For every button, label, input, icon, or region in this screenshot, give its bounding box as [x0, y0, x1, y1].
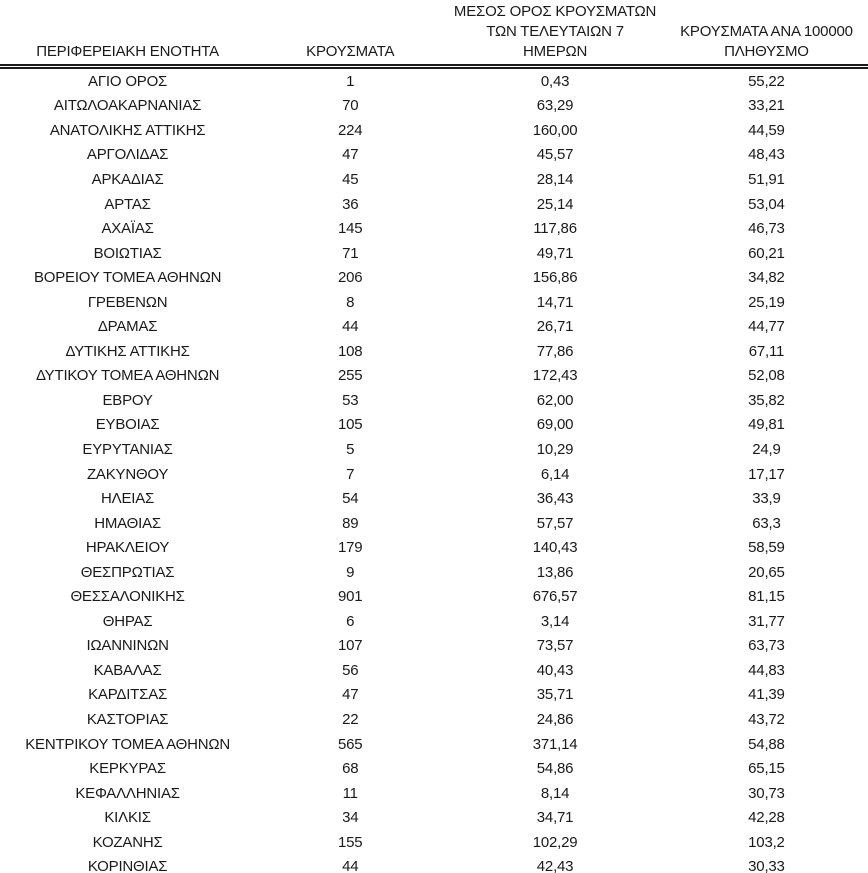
cell-cases: 44	[342, 318, 359, 336]
cell-cases: 108	[338, 342, 363, 360]
cell-region: ΑΧΑΪΑΣ	[101, 220, 154, 238]
cell-avg7: 63,29	[536, 97, 574, 115]
table-row	[0, 143, 868, 168]
cell-avg7: 371,14	[532, 735, 578, 753]
table-row	[0, 855, 868, 873]
cell-per100k: 44,59	[748, 121, 785, 139]
cell-per100k: 55,22	[748, 72, 785, 90]
cell-cases: 53	[342, 391, 359, 409]
cell-cases: 47	[342, 146, 359, 164]
cell-cases: 224	[338, 121, 363, 139]
cell-per100k: 35,82	[748, 391, 785, 409]
table-row	[0, 437, 868, 462]
cell-avg7: 172,43	[532, 367, 578, 385]
table-row	[0, 584, 868, 609]
cell-avg7: 54,86	[536, 760, 574, 778]
cell-cases: 145	[338, 220, 363, 238]
cell-region: ΕΒΡΟΥ	[102, 391, 153, 409]
cell-cases: 22	[342, 710, 359, 728]
column-header-text: ΚΡΟΥΣΜΑΤΑ	[306, 43, 395, 60]
table-row	[0, 781, 868, 806]
table-row	[0, 732, 868, 757]
cell-avg7: 35,71	[536, 686, 574, 704]
cell-cases: 7	[346, 465, 355, 483]
cell-region: ΑΡΓΟΛΙΔΑΣ	[86, 146, 169, 164]
column-header-region	[0, 2, 255, 67]
table-row	[0, 634, 868, 659]
cell-region: ΒΟΙΩΤΙΑΣ	[93, 244, 162, 262]
cell-cases: 44	[342, 858, 359, 873]
cell-region: ΚΟΖΑΝΗΣ	[92, 833, 163, 851]
cell-region: ΔΥΤΙΚΟΥ ΤΟΜΕΑ ΑΘΗΝΩΝ	[35, 367, 220, 385]
cell-per100k: 17,17	[748, 465, 785, 483]
table-row	[0, 364, 868, 389]
cell-cases: 206	[338, 269, 363, 287]
cell-avg7: 117,86	[533, 220, 577, 238]
column-header-text: ΠΛΗΘΥΣΜΟ	[724, 43, 809, 60]
column-header-per100k	[665, 2, 868, 67]
cell-cases: 54	[342, 490, 359, 508]
cell-per100k: 65,15	[748, 760, 785, 778]
cell-region: ΗΜΑΘΙΑΣ	[94, 514, 161, 532]
cell-per100k: 24,9	[752, 440, 781, 458]
cell-per100k: 30,73	[748, 784, 785, 802]
cell-region: ΚΑΡΔΙΤΣΑΣ	[88, 686, 168, 704]
table-row	[0, 560, 868, 585]
table-row	[0, 94, 868, 119]
cell-region: ΘΗΡΑΣ	[102, 612, 153, 630]
column-header-cases	[255, 2, 445, 67]
cell-cases: 36	[342, 195, 359, 213]
cell-avg7: 156,86	[532, 269, 578, 287]
table-row	[0, 67, 868, 94]
table-row	[0, 535, 868, 560]
cell-avg7: 14,71	[536, 293, 574, 311]
table-row	[0, 339, 868, 364]
cell-per100k: 60,21	[748, 244, 785, 262]
column-header-text: ΠΕΡΙΦΕΡΕΙΑΚΗ ΕΝΟΤΗΤΑ	[36, 43, 219, 60]
cell-avg7: 36,43	[536, 490, 574, 508]
cell-cases: 107	[338, 637, 363, 655]
cell-avg7: 8,14	[540, 784, 570, 802]
cell-avg7: 42,43	[536, 858, 574, 873]
cell-region: ΔΥΤΙΚΗΣ ΑΤΤΙΚΗΣ	[65, 342, 190, 360]
cell-per100k: 33,9	[752, 490, 781, 508]
cell-cases: 71	[342, 244, 359, 262]
table-row	[0, 707, 868, 732]
cell-region: ΚΟΡΙΝΘΙΑΣ	[87, 858, 168, 873]
cell-cases: 70	[342, 97, 359, 115]
table-row	[0, 388, 868, 413]
cell-per100k: 63,3	[752, 514, 781, 532]
cell-cases: 5	[346, 440, 355, 458]
cell-cases: 34	[342, 809, 359, 827]
table-row	[0, 462, 868, 487]
cell-cases: 6	[346, 612, 355, 630]
cell-avg7: 62,00	[536, 391, 574, 409]
cell-region: ΗΡΑΚΛΕΙΟΥ	[85, 539, 170, 557]
cell-avg7: 73,57	[536, 637, 574, 655]
cell-cases: 565	[338, 735, 363, 753]
cell-cases: 9	[346, 563, 355, 581]
cell-region: ΚΕΦΑΛΛΗΝΙΑΣ	[75, 784, 180, 802]
column-header-text: ΜΕΣΟΣ ΟΡΟΣ ΚΡΟΥΣΜΑΤΩΝ	[453, 3, 657, 20]
cell-avg7: 24,86	[536, 710, 574, 728]
table-row	[0, 167, 868, 192]
table-row	[0, 241, 868, 266]
table-row	[0, 511, 868, 536]
cell-region: ΒΟΡΕΙΟΥ ΤΟΜΕΑ ΑΘΗΝΩΝ	[33, 269, 222, 287]
covid-cases-table	[0, 2, 868, 873]
cell-per100k: 67,11	[748, 342, 785, 360]
cell-avg7: 6,14	[540, 465, 570, 483]
cell-region: ΙΩΑΝΝΙΝΩΝ	[86, 637, 169, 655]
cell-per100k: 33,21	[748, 97, 785, 115]
cell-per100k: 20,65	[748, 563, 785, 581]
cell-per100k: 49,81	[748, 416, 785, 434]
cell-avg7: 676,57	[532, 588, 578, 606]
cell-region: ΘΕΣΠΡΩΤΙΑΣ	[80, 563, 175, 581]
cell-per100k: 103,2	[748, 833, 785, 851]
cell-avg7: 25,14	[536, 195, 574, 213]
cell-cases: 105	[338, 416, 363, 434]
cell-avg7: 160,00	[532, 121, 578, 139]
cell-per100k: 44,77	[748, 318, 785, 336]
cell-region: ΚΑΒΑΛΑΣ	[93, 661, 162, 679]
cell-avg7: 26,71	[536, 318, 574, 336]
cell-per100k: 51,91	[748, 170, 785, 188]
cell-avg7: 45,57	[536, 146, 574, 164]
cell-cases: 89	[342, 514, 359, 532]
table-body	[0, 67, 868, 873]
cell-avg7: 49,71	[536, 244, 574, 262]
cell-avg7: 140,43	[532, 539, 578, 557]
column-header-text: ΤΩΝ ΤΕΛΕΥΤΑΙΩΝ 7	[486, 23, 624, 40]
cell-per100k: 52,08	[748, 367, 785, 385]
cell-region: ΔΡΑΜΑΣ	[97, 318, 158, 336]
cell-region: ΑΝΑΤΟΛΙΚΗΣ ΑΤΤΙΚΗΣ	[49, 121, 206, 139]
table-row	[0, 216, 868, 241]
cell-per100k: 58,59	[748, 539, 785, 557]
cell-avg7: 28,14	[536, 170, 574, 188]
cell-cases: 68	[342, 760, 359, 778]
cell-region: ΖΑΚΥΝΘΟΥ	[86, 465, 169, 483]
column-header-text: ΗΜΕΡΩΝ	[522, 43, 588, 60]
cell-cases: 47	[342, 686, 359, 704]
cell-per100k: 34,82	[748, 269, 785, 287]
cell-cases: 45	[342, 170, 359, 188]
cell-region: ΕΥΡΥΤΑΝΙΑΣ	[82, 440, 173, 458]
cell-avg7: 34,71	[536, 809, 574, 827]
cell-per100k: 81,15	[748, 588, 785, 606]
cell-region: ΘΕΣΣΑΛΟΝΙΚΗΣ	[70, 588, 185, 606]
cell-cases: 155	[338, 833, 363, 851]
cell-per100k: 63,73	[748, 637, 785, 655]
cell-avg7: 102,29	[532, 833, 578, 851]
cell-cases: 901	[338, 588, 363, 606]
column-header-text: ΚΡΟΥΣΜΑΤΑ ΑΝΑ 100000	[680, 23, 853, 40]
table-row	[0, 805, 868, 830]
cell-avg7: 3,14	[540, 612, 570, 630]
table-row	[0, 314, 868, 339]
cell-avg7: 57,57	[536, 514, 574, 532]
table-row	[0, 290, 868, 315]
cell-region: ΓΡΕΒΕΝΩΝ	[87, 293, 168, 311]
cell-per100k: 53,04	[748, 195, 785, 213]
cell-per100k: 54,88	[748, 735, 785, 753]
cell-per100k: 30,33	[748, 858, 785, 873]
cell-per100k: 46,73	[748, 220, 785, 238]
table-row	[0, 192, 868, 217]
cell-cases: 8	[346, 293, 355, 311]
table-row	[0, 609, 868, 634]
cell-per100k: 48,43	[748, 146, 785, 164]
cell-region: ΚΙΛΚΙΣ	[104, 809, 151, 827]
cell-cases: 56	[342, 661, 359, 679]
cell-cases: 255	[338, 367, 363, 385]
table-row	[0, 830, 868, 855]
cell-avg7: 77,86	[536, 342, 574, 360]
cell-region: ΑΡΤΑΣ	[104, 195, 151, 213]
cell-region: ΗΛΕΙΑΣ	[101, 490, 155, 508]
cell-cases: 1	[346, 72, 355, 90]
cell-per100k: 44,83	[748, 661, 785, 679]
cell-region: ΚΑΣΤΟΡΙΑΣ	[86, 710, 169, 728]
table-row	[0, 756, 868, 781]
cell-per100k: 25,19	[748, 293, 785, 311]
cell-per100k: 43,72	[748, 710, 785, 728]
cell-region: ΑΡΚΑΔΙΑΣ	[91, 170, 164, 188]
cell-avg7: 13,86	[536, 563, 574, 581]
cell-region: ΕΥΒΟΙΑΣ	[95, 416, 160, 434]
table-row	[0, 265, 868, 290]
table-row	[0, 683, 868, 708]
cell-cases: 179	[338, 539, 363, 557]
cell-region: ΚΕΝΤΡΙΚΟΥ ΤΟΜΕΑ ΑΘΗΝΩΝ	[25, 735, 230, 753]
table-row	[0, 118, 868, 143]
cell-avg7: 69,00	[536, 416, 574, 434]
table-row	[0, 658, 868, 683]
cell-region: ΚΕΡΚΥΡΑΣ	[89, 760, 166, 778]
table-row	[0, 413, 868, 438]
cell-per100k: 31,77	[748, 612, 785, 630]
cell-avg7: 40,43	[536, 661, 574, 679]
cell-cases: 11	[342, 784, 358, 802]
cell-per100k: 41,39	[748, 686, 785, 704]
cell-per100k: 42,28	[748, 809, 785, 827]
cell-avg7: 0,43	[540, 72, 570, 90]
table-header	[0, 2, 868, 67]
column-header-avg7	[445, 2, 665, 67]
header-row	[0, 2, 868, 67]
cell-region: ΑΓΙΟ ΟΡΟΣ	[88, 72, 168, 90]
cell-region: ΑΙΤΩΛΟΑΚΑΡΝΑΝΙΑΣ	[53, 97, 202, 115]
table-row	[0, 486, 868, 511]
cell-avg7: 10,29	[536, 440, 574, 458]
